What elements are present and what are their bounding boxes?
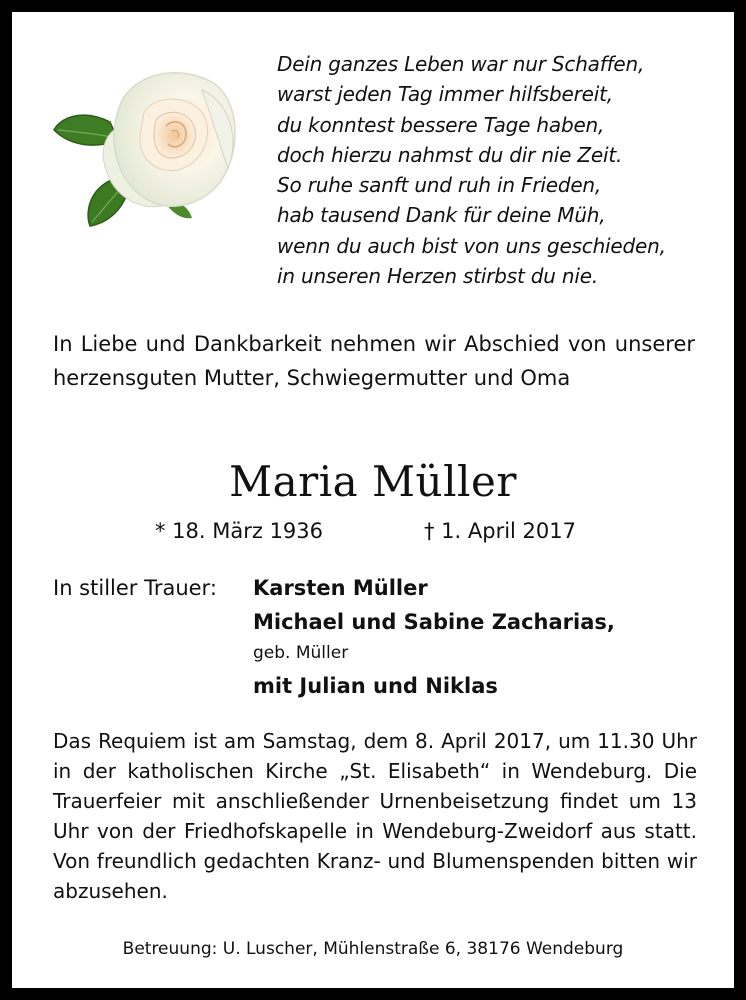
funeral-home-credit: Betreuung: U. Luscher, Mühlenstraße 6, 38176 Wendeburg (122, 939, 624, 959)
birth-date: * 18. März 1936 (155, 519, 324, 543)
poem-line: in unseren Herzen stirbst du nie. (277, 264, 599, 289)
white-rose-icon (52, 60, 242, 230)
mourners-label: In stiller Trauer: (53, 576, 217, 600)
poem-line: wenn du auch bist von uns geschieden, (277, 233, 666, 258)
obituary-notice (12, 12, 734, 988)
poem-line: doch hierzu nahmst du dir nie Zeit. (277, 142, 623, 167)
farewell-text: In Liebe und Dankbarkeit nehmen wir Abschied von unserer herzensguten Mutter, Schwiegermutter und Oma (53, 332, 695, 390)
poem (277, 49, 717, 291)
poem-line: hab tausend Dank für deine Müh, (277, 203, 606, 228)
maiden-name-note: geb. Müller (253, 643, 349, 663)
poem-line: warst jeden Tag immer hilfsbereit, (277, 82, 613, 107)
mourner-line: Karsten Müller (253, 576, 428, 600)
poem-line: Dein ganzes Leben war nur Schaffen, (277, 52, 645, 76)
poem-line: So ruhe sanft und ruh in Frieden, (277, 173, 602, 198)
mourner-line: Michael und Sabine Zacharias, (253, 610, 615, 634)
service-details: Das Requiem ist am Samstag, dem 8. April 2017, um 11.30 Uhr in der katholischen Kirche „St. Elisabeth“ in Wendeburg. Die Trauerfeier mit anschließender Urnenbeisetzung findet um 13 Uhr von der Friedhofskapelle in Wendeburg-Zweidorf aus statt. Von freundlich gedachten Kranz- und Blumenspenden bitten wir abzusehen. (53, 729, 697, 903)
poem-line: du konntest bessere Tage haben, (277, 112, 605, 137)
death-date: † 1. April 2017 (424, 519, 577, 543)
mourner-line: mit Julian und Niklas (253, 674, 498, 698)
deceased-name: Maria Müller (229, 457, 517, 506)
